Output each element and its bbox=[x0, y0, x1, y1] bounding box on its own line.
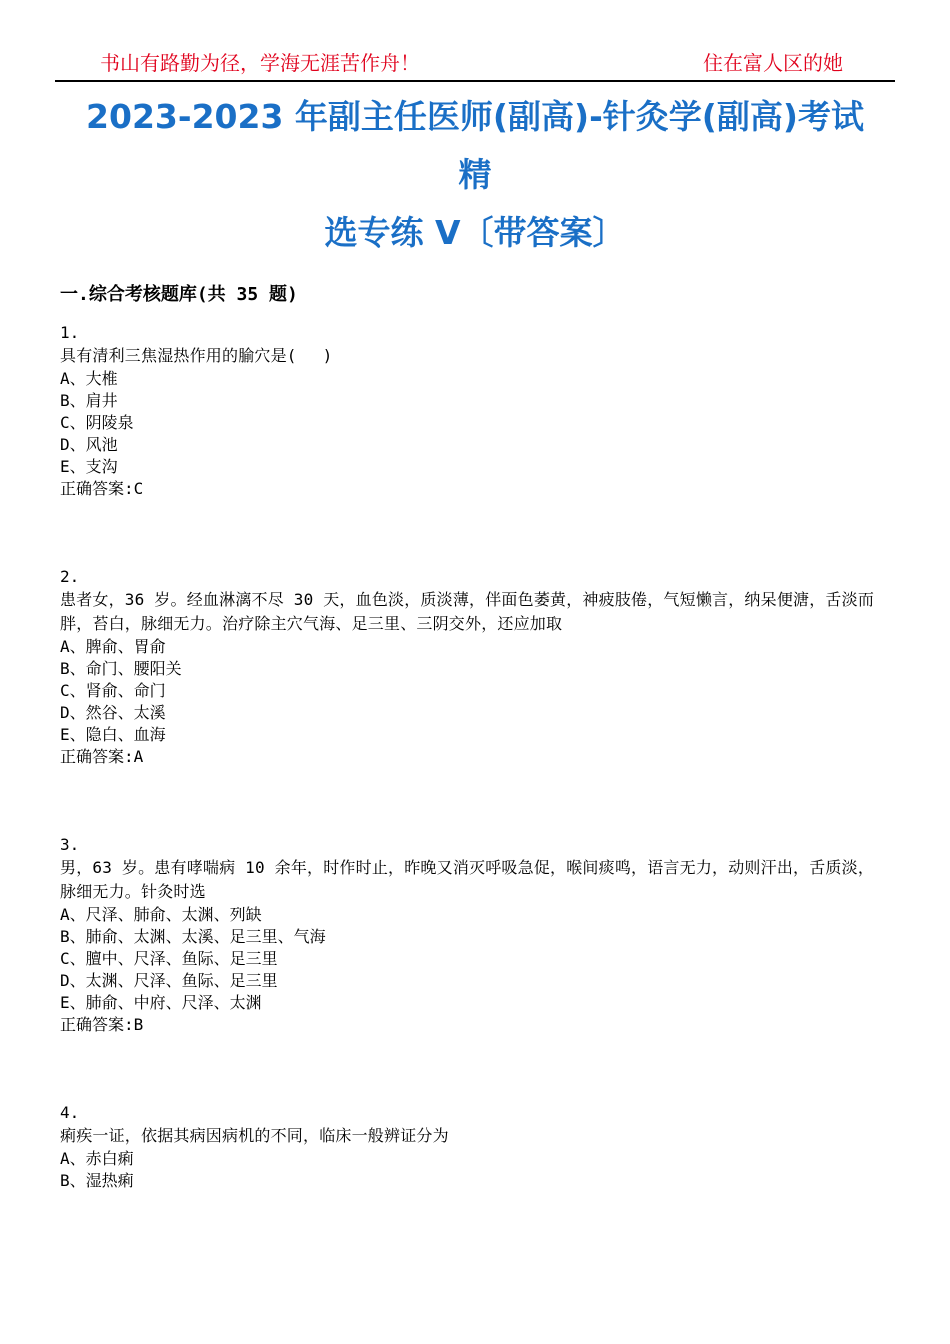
option-a: A、赤白痢 bbox=[60, 1149, 134, 1168]
question-stem: 痢疾一证，依据其病因病机的不同，临床一般辨证分为 bbox=[60, 1126, 449, 1145]
correct-answer: 正确答案:C bbox=[60, 479, 144, 498]
question-item bbox=[60, 566, 890, 768]
correct-answer: 正确答案:A bbox=[60, 747, 144, 766]
question-stem: 男，63 岁。患有哮喘病 10 余年，时作时止，昨晚又消灭呼吸急促，喉间痰鸣，语言无力，动则汗出，舌质淡，脉细无力。针灸时选 bbox=[60, 858, 875, 901]
option-a: A、尺泽、肺俞、太渊、列缺 bbox=[60, 905, 262, 924]
page-header bbox=[55, 50, 895, 82]
option-e: E、肺俞、中府、尺泽、太渊 bbox=[60, 993, 262, 1012]
question-stem: 具有清利三焦湿热作用的腧穴是( ) bbox=[60, 346, 333, 365]
title-line-1: 2023-2023 年副主任医师(副高)-针灸学(副高)考试 bbox=[86, 97, 864, 136]
header-author: 住在富人区的她 bbox=[703, 51, 843, 75]
question-number: 1. bbox=[60, 323, 80, 342]
question-item bbox=[60, 322, 890, 500]
option-e: E、支沟 bbox=[60, 457, 118, 476]
option-b: B、湿热痢 bbox=[60, 1171, 134, 1190]
question-item bbox=[60, 1102, 890, 1192]
option-c: C、阴陵泉 bbox=[60, 413, 134, 432]
option-b: B、命门、腰阳关 bbox=[60, 659, 182, 678]
option-c: C、膻中、尺泽、鱼际、足三里 bbox=[60, 949, 278, 968]
option-b: B、肩井 bbox=[60, 391, 118, 410]
option-d: D、太渊、尺泽、鱼际、足三里 bbox=[60, 971, 278, 990]
question-stem: 患者女，36 岁。经血淋漓不尽 30 天，血色淡，质淡薄，伴面色萎黄，神疲肢倦，气短懒言，纳呆便溏，舌淡而胖，苔白，脉细无力。治疗除主穴气海、足三里、三阴交外，还应加取 bbox=[60, 590, 875, 633]
option-c: C、肾俞、命门 bbox=[60, 681, 166, 700]
document-title bbox=[55, 88, 895, 262]
title-line-2: 精 bbox=[458, 155, 492, 194]
option-d: D、然谷、太溪 bbox=[60, 703, 166, 722]
option-a: A、脾俞、胃俞 bbox=[60, 637, 166, 656]
section-heading: 一.综合考核题库(共 35 题) bbox=[60, 284, 298, 305]
question-number: 2. bbox=[60, 567, 80, 586]
title-line-3: 选专练 V〔带答案〕 bbox=[324, 213, 626, 252]
header-motto: 书山有路勤为径，学海无涯苦作舟！ bbox=[100, 51, 420, 75]
option-e: E、隐白、血海 bbox=[60, 725, 166, 744]
question-number: 4. bbox=[60, 1103, 80, 1122]
correct-answer: 正确答案:B bbox=[60, 1015, 144, 1034]
question-list bbox=[60, 322, 890, 1192]
question-item bbox=[60, 834, 890, 1036]
option-a: A、大椎 bbox=[60, 369, 118, 388]
option-b: B、肺俞、太渊、太溪、足三里、气海 bbox=[60, 927, 326, 946]
option-d: D、风池 bbox=[60, 435, 118, 454]
question-number: 3. bbox=[60, 835, 80, 854]
